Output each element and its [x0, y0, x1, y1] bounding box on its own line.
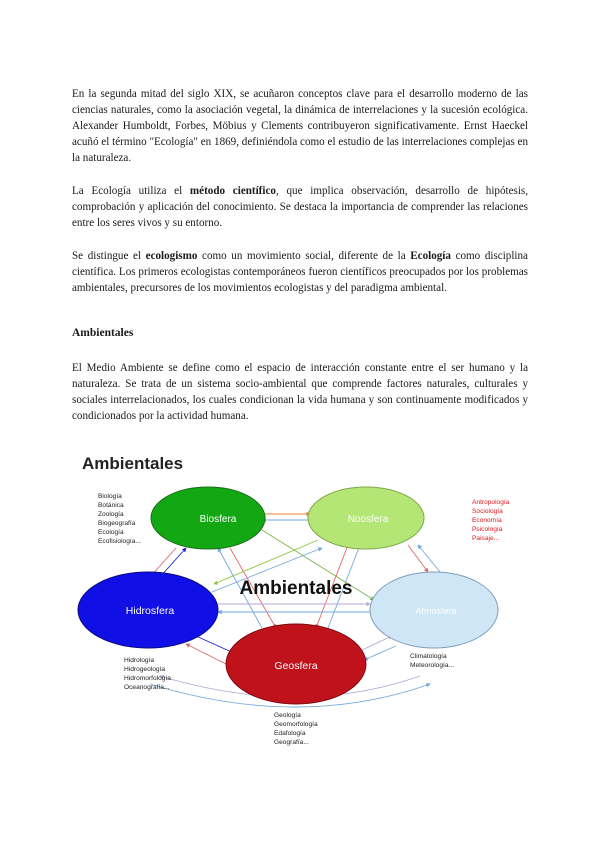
section-heading: Ambientales	[72, 327, 134, 339]
list-item: Geología	[274, 712, 301, 719]
list-item: Hidrogeología	[124, 666, 166, 673]
list-item: Climatología	[410, 653, 447, 660]
biosfera-label: Biosfera	[199, 514, 237, 525]
list-item: Economía	[472, 517, 502, 524]
list-item: Geografía...	[274, 739, 309, 746]
bold-term-metodo-cientifico: método científico	[189, 185, 276, 197]
list-item: Oceanografía...	[124, 684, 170, 691]
paragraph-ecologismo: Se distingue el ecologismo como un movimiento social, diferente de la Ecología como disciplina científica. Los primeros ecologistas contemporáneos fueron científicos preocupados por los problemas ambientales, precursores de los movimientos ecologistas y del paradigma ambiental.	[72, 250, 528, 294]
arrow-noosfera-atmosfera	[408, 545, 428, 572]
list-item: Botánica	[98, 502, 124, 509]
list-item: Biogeografía	[98, 520, 136, 527]
atmosfera-label: Atmósfera	[415, 606, 457, 616]
arrow-atmosfera-noosfera	[418, 545, 440, 572]
diagram-center-label: Ambientales	[239, 578, 353, 599]
list-item: Zoología	[98, 511, 124, 518]
hidrosfera-disciplines	[124, 657, 171, 691]
list-item: Geomorfología	[274, 721, 318, 728]
arrow-atmosfera-geosfera	[364, 646, 396, 660]
list-item: Ecofisiología...	[98, 538, 141, 545]
list-item: Meteorología...	[410, 662, 454, 669]
paragraph-medio-ambiente: El Medio Ambiente se define como el espacio de interacción constante entre el ser humano y la naturaleza. Se trata de un sistema socio-ambiental que comprende factores naturales, culturales y sociales interrelacionados, los cuales condicionan la vida humana y son continuamente modificados y condicionados por la actividad humana.	[72, 362, 528, 422]
noosfera-label: Noosfera	[347, 514, 389, 525]
list-item: Hidrología	[124, 657, 155, 664]
bold-term-ecologismo: ecologismo	[145, 250, 198, 262]
list-item: Biología	[98, 493, 122, 500]
atmosfera-disciplines	[410, 653, 454, 669]
list-item: Psicología	[472, 526, 503, 533]
list-item: Hidromorfología	[124, 675, 171, 682]
list-item: Ecología	[98, 529, 124, 536]
list-item: Paisaje...	[472, 535, 500, 542]
diagram-title: Ambientales	[82, 454, 184, 473]
list-item: Edafología	[274, 730, 306, 737]
hidrosfera-label: Hidrosfera	[125, 605, 175, 617]
bold-term-ecologia: Ecología	[410, 250, 451, 262]
list-item: Sociología	[472, 508, 503, 515]
biosfera-disciplines	[98, 493, 141, 545]
arrow-geosfera-atmosfera	[362, 636, 392, 650]
paragraph-history: En la segunda mitad del siglo XIX, se acuñaron conceptos clave para el desarrollo moderno de las ciencias naturales, como la asociación vegetal, la dinámica de interrelaciones y la sucesión ecológica. Alexander Humboldt, Forbes, Möbius y Clements contribuyeron significativamente. Ernst Haeckel acuñó el término "Ecología" en 1869, definiéndola como el estudio de las interrelaciones complejas en la naturaleza.	[72, 88, 528, 164]
geosfera-label: Geosfera	[274, 660, 318, 672]
noosfera-disciplines	[472, 499, 510, 542]
geosfera-disciplines	[274, 712, 318, 746]
paragraph-scientific-method: La Ecología utiliza el método científico, que implica observación, desarrollo de hipótesis, comprobación y aplicación del conocimiento. Se destaca la importancia de comprender las relaciones entre los seres vivos y su entorno.	[72, 185, 528, 229]
list-item: Antropología	[472, 499, 510, 506]
